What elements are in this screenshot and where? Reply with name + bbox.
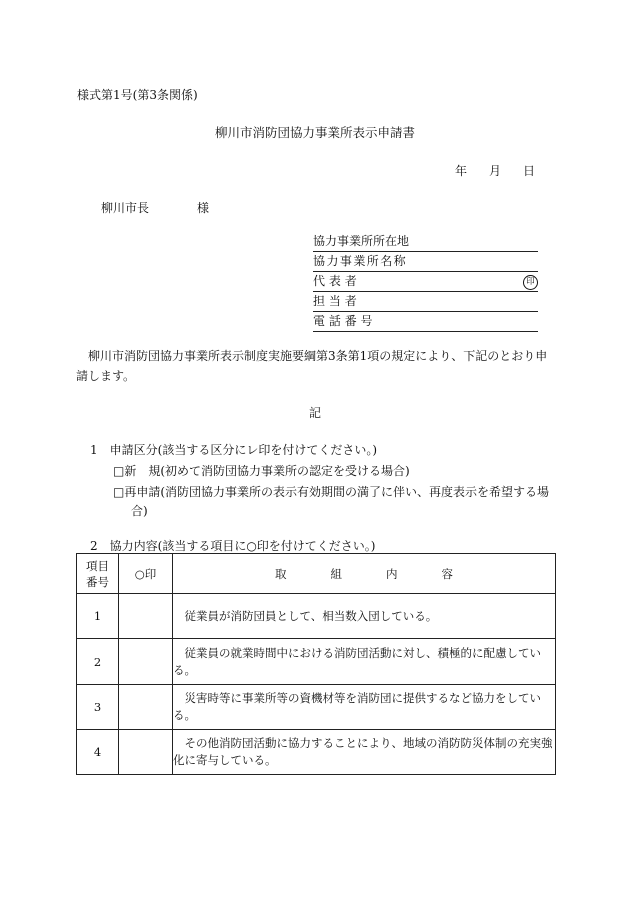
option-renew-line1: □再申請(消防団協力事業所の表示有効期間の満了に伴い、再度表示を希望する場 [113,485,550,499]
row-content: 災害時等に事業所等の資機材等を消防団に提供するなど協力をしている。 [173,685,556,730]
section1-heading: 1 申請区分(該当する区分にレ印を付けてください。) [90,443,378,457]
applicant-fields [313,232,538,332]
row-number: 2 [77,639,119,685]
representative-label: 代 表 者 [313,274,357,288]
phone-label: 電 話 番 号 [313,314,373,328]
row-mark-cell[interactable] [119,685,173,730]
name-label: 協力事業所名称 [313,254,408,268]
phone-field[interactable] [313,312,538,332]
seal-mark: 印 [523,275,538,290]
date-day: 日 [523,164,536,178]
address-label: 協力事業所所在地 [313,234,410,248]
addressee-honorific: 様 [197,201,210,215]
date-line [455,162,535,179]
form-title: 柳川市消防団協力事業所表示申請書 [214,125,415,140]
row-content: 従業員の就業時間中における消防団活動に対し、積極的に配慮している。 [173,639,556,685]
section2-heading: 2 協力内容(該当する項目に○印を付けてください。) [90,539,376,553]
form-number: 様式第1号(第3条関係) [77,88,198,102]
ki-heading: 記 [308,406,321,420]
table-row [77,730,556,775]
table-row [77,639,556,685]
header-number: 項目 番号 [77,554,119,594]
address-field[interactable] [313,232,538,252]
row-number: 1 [77,594,119,639]
row-content: 従業員が消防団員として、相当数入団している。 [173,594,556,639]
cooperation-table [76,553,556,775]
person-in-charge-field[interactable] [313,292,538,312]
date-year: 年 [455,164,468,178]
representative-field[interactable] [313,272,538,292]
person-in-charge-label: 担 当 者 [313,294,357,308]
row-content: その他消防団活動に協力することにより、地域の消防防災体制の充実強化に寄与している。 [173,730,556,775]
addressee-name: 柳川市長 [101,201,150,215]
row-number: 4 [77,730,119,775]
option-new[interactable]: □新 規(初めて消防団協力事業所の認定を受ける場合) [113,464,410,478]
row-number: 3 [77,685,119,730]
table-row [77,685,556,730]
addressee [101,199,209,216]
table-header-row [77,554,556,594]
header-mark: ○印 [119,554,173,594]
row-mark-cell[interactable] [119,594,173,639]
intro-paragraph: 柳川市消防団協力事業所表示制度実施要綱第3条第1項の規定により、下記のとおり申請します。 [76,349,548,383]
name-field[interactable] [313,252,538,272]
row-mark-cell[interactable] [119,639,173,685]
header-content: 取 組 内 容 [173,554,556,594]
option-renew-line2: 合) [131,504,148,518]
date-month: 月 [489,164,502,178]
row-mark-cell[interactable] [119,730,173,775]
option-renew[interactable] [113,483,558,521]
table-row [77,594,556,639]
